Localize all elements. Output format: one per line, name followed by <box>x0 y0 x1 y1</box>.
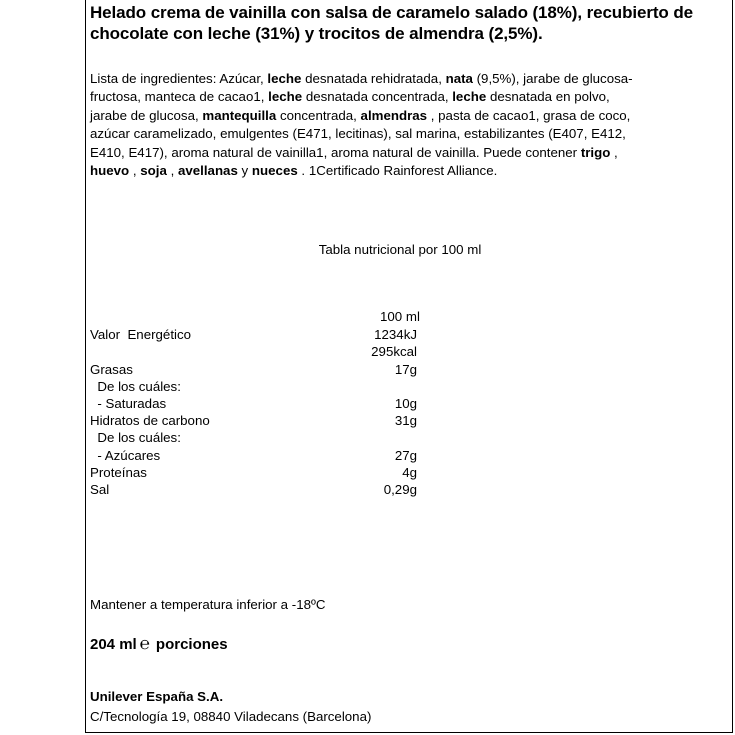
nutrition-label: - Azúcares <box>90 448 161 463</box>
ingredient-text: concentrada, <box>276 107 361 123</box>
ingredient-text: , <box>129 163 141 179</box>
allergen: nueces <box>251 163 298 179</box>
ingredient-text: , pasta de cacao1, grasa de coco, azúcar caramelizado, emulgentes (E471, lecitinas), sal marina, estabilizantes (E407, E412, E410, E417), aroma natural de vainilla1, aroma natural de vainilla. Puede contener <box>90 107 631 160</box>
nutrition-label: Sal <box>90 482 110 497</box>
nutrition-column-header: 100 ml <box>380 309 420 324</box>
portion-amount: 204 ml <box>90 635 137 653</box>
nutrition-label: Grasas <box>90 362 133 377</box>
nutrition-label: Proteínas <box>90 465 147 480</box>
allergen: nata <box>445 71 473 86</box>
nutrition-value: 4g <box>402 465 417 480</box>
nutrition-table-title: Tabla nutricional por 100 ml <box>318 242 482 257</box>
nutrition-value: 1234kJ <box>374 327 417 342</box>
portion-info <box>90 634 228 654</box>
nutrition-value: 295kcal <box>371 344 417 359</box>
nutrition-value: 17g <box>394 362 417 377</box>
nutrition-label: Valor Energético <box>90 327 192 342</box>
allergen: leche <box>267 71 302 86</box>
nutrition-value: 31g <box>394 413 417 428</box>
ingredient-text: (9,5%), jarabe de glucosa-fructosa, manteca de cacao1, <box>90 71 633 105</box>
ingredient-text: . 1Certificado Rainforest Alliance. <box>297 163 498 179</box>
nutrition-value: 0,29g <box>383 482 417 497</box>
nutrition-label: Hidratos de carbono <box>90 413 210 428</box>
nutrition-label: De los cuáles: <box>90 430 181 445</box>
allergen: almendras <box>360 107 428 123</box>
allergen: leche <box>268 89 303 105</box>
ingredient-text: desnatada rehidratada, <box>301 71 446 86</box>
allergen: avellanas <box>177 163 238 179</box>
ingredient-text: Lista de ingredientes: Azúcar, <box>90 71 268 86</box>
ingredients-list <box>90 70 650 180</box>
allergen: huevo <box>90 163 130 179</box>
allergen: soja <box>140 163 167 179</box>
company-name: Unilever España S.A. <box>90 689 224 704</box>
estimated-sign-icon: ℮ <box>139 634 150 653</box>
ingredient-text: , <box>166 163 178 179</box>
nutrition-label: De los cuáles: <box>90 379 181 394</box>
storage-instructions: Mantener a temperatura inferior a -18ºC <box>90 597 326 612</box>
allergen: trigo <box>580 144 611 160</box>
ingredient-text: y <box>237 163 252 179</box>
company-address: C/Tecnología 19, 08840 Viladecans (Barcelona) <box>90 709 372 724</box>
allergen: mantequilla <box>202 107 277 123</box>
ingredient-text: , <box>610 144 618 160</box>
ingredient-text: desnatada en polvo, jarabe de glucosa, <box>90 89 610 123</box>
allergen: leche <box>452 89 487 105</box>
product-title: Helado crema de vainilla con salsa de caramelo salado (18%), recubierto de chocolate con leche (31%) y trocitos de almendra (2,5%). <box>90 3 693 43</box>
portion-label: porciones <box>155 635 228 653</box>
nutrition-label: - Saturadas <box>90 396 167 411</box>
ingredient-text: desnatada concentrada, <box>302 89 453 105</box>
nutrition-value: 27g <box>394 448 417 463</box>
nutrition-value: 10g <box>394 396 417 411</box>
